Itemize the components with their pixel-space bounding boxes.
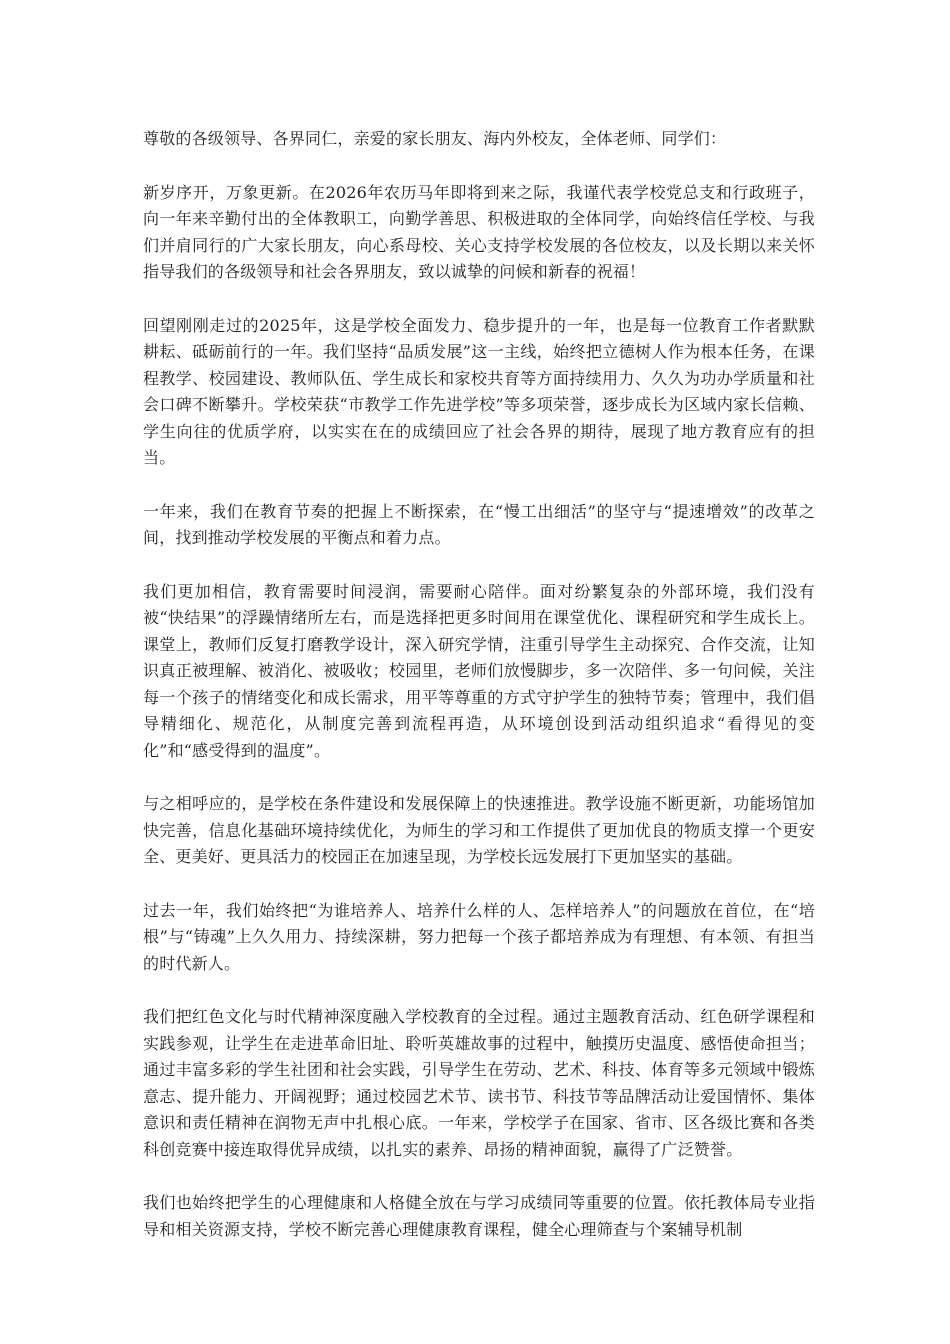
education-goal-paragraph: 过去一年，我们始终把“为谁培养人、培养什么样的人、怎样培养人”的问题放在首位，在“培根”与“铸魂”上久久用力、持续深耕，努力把每一个孩子都培养成为有理想、有本领、有担当的时代新人。 xyxy=(143,900,815,973)
greeting-paragraph: 新岁序开，万象更新。在2026年农历马年即将到来之际，我谨代表学校党总支和行政班子，向一年来辛勤付出的全体教职工，向勤学善思、积极进取的全体同学，向始终信任学校、与我们并肩同行的广大家长朋友，向心系母校、关心支持学校发展的各位校友，以及长期以来关怀指导我们的各级领导和社会各界朋友，致以诚挚的问候和新春的祝福！ xyxy=(143,182,815,281)
review-paragraph: 回望刚刚走过的2025年，这是学校全面发力、稳步提升的一年，也是每一位教育工作者默默耕耘、砥砺前行的一年。我们坚持“品质发展”这一主线，始终把立德树人作为根本任务，在课程教学、校园建设、教师队伍、学生成长和家校共育等方面持续用力、久久为功办学质量和社会口碑不断攀升。学校荣获“市教学工作先进学校”等多项荣誉，逐步成长为区域内家长信赖、学生向往的优质学府，以实实在在的成绩回应了社会各界的期待，展现了地方教育应有的担当。 xyxy=(143,315,815,467)
facilities-paragraph: 与之相呼应的，是学校在条件建设和发展保障上的快速推进。教学设施不断更新，功能场馆加快完善，信息化基础环境持续优化，为师生的学习和工作提供了更加优良的物质支撑一个更安全、更美好、更具活力的校园正在加速呈现，为学校长远发展打下更加坚实的基础。 xyxy=(143,794,815,866)
patience-paragraph: 我们更加相信，教育需要时间浸润，需要耐心陪伴。面对纷繁复杂的外部环境，我们没有被“快结果”的浮躁情绪所左右，而是选择把更多时间用在课堂优化、课程研究和学生成长上。课堂上，教师们反复打磨教学设计，深入研究学情，注重引导学生主动探究、合作交流，让知识真正被理解、被消化、被吸收；校园里，老师们放慢脚步，多一次陪伴、多一句问候，关注每一个孩子的情绪变化和成长需求，用平等尊重的方式守护学生的独特节奏；管理中，我们倡导精细化、规范化，从制度完善到流程再造，从环境创设到活动组织追求“看得见的变化”和“感受得到的温度”。 xyxy=(143,581,815,760)
red-culture-paragraph: 我们把红色文化与时代精神深度融入学校教育的全过程。通过主题教育活动、红色研学课程和实践参观，让学生在走进革命旧址、聆听英雄故事的过程中，触摸历史温度、感悟使命担当；通过丰富多彩的学生社团和社会实践，引导学生在劳动、艺术、科技、体育等多元领域中锻炼意志、提升能力、开阔视野；通过校园艺术节、读书节、科技节等品牌活动让爱国情怀、集体意识和责任精神在润物无声中扎根心底。一年来，学校学子在国家、省市、区各级比赛和各类科创竞赛中接连取得优异成绩，以扎实的素养、昂扬的精神面貌，赢得了广泛赞誉。 xyxy=(143,1007,815,1159)
salutation-paragraph: 尊敬的各级领导、各界同仁，亲爱的家长朋友、海内外校友，全体老师、同学们： xyxy=(143,129,727,148)
rhythm-paragraph: 一年来，我们在教育节奏的把握上不断探索，在“慢工出细活”的坚守与“提速增效”的改革之间，找到推动学校发展的平衡点和着力点。 xyxy=(143,501,815,547)
mental-health-paragraph: 我们也始终把学生的心理健康和人格健全放在与学习成绩同等重要的位置。依托教体局专业指导和相关资源支持，学校不断完善心理健康教育课程，健全心理筛查与个案辅导机制 xyxy=(143,1193,815,1239)
document-body xyxy=(143,126,815,1270)
